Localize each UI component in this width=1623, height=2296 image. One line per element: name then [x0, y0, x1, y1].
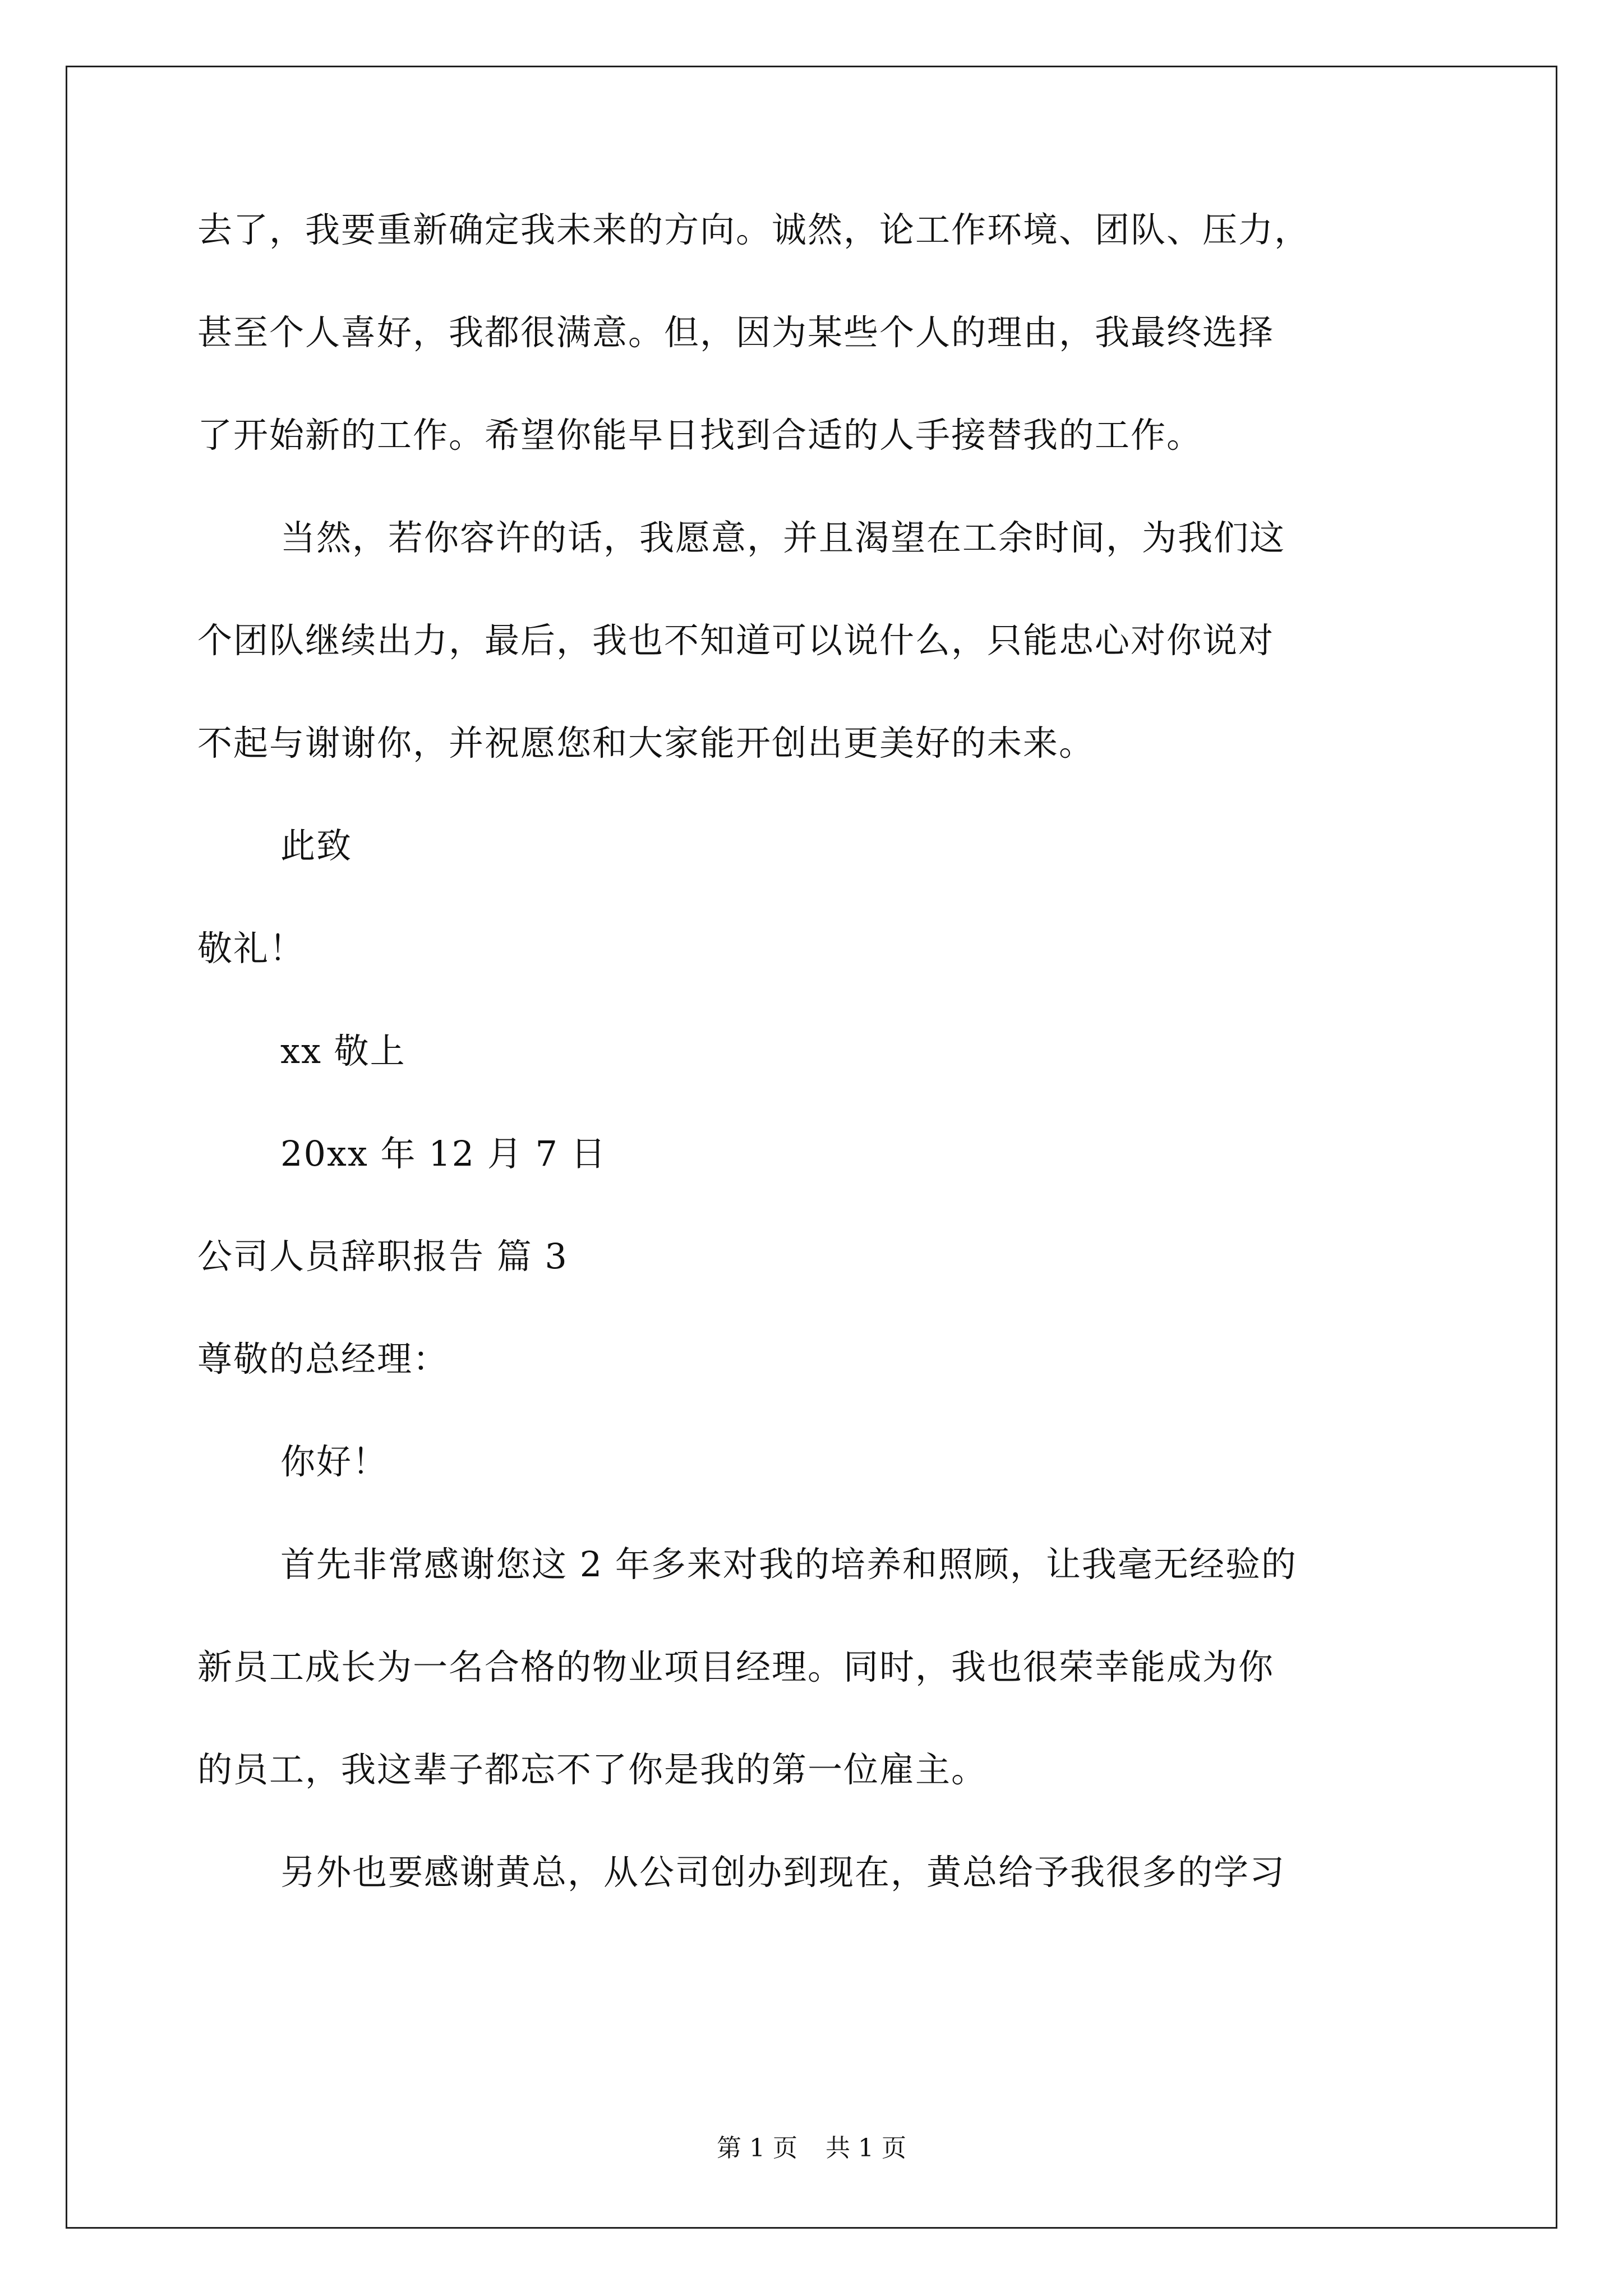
paragraph-line: 去了，我要重新确定我未来的方向。诚然，论工作环境、团队、压力，: [197, 209, 1311, 250]
paragraph-line: 不起与谢谢你，并祝愿您和大家能开创出更美好的未来。: [197, 723, 1095, 763]
section-heading: 公司人员辞职报告 篇 3: [197, 1236, 568, 1277]
paragraph-line: 了开始新的工作。希望你能早日找到合适的人手接替我的工作。: [197, 415, 1203, 455]
paragraph-line: 当然，若你容许的话，我愿意，并且渴望在工余时间，为我们这: [280, 517, 1286, 558]
paragraph-line: 另外也要感谢黄总，从公司创办到现在，黄总给予我很多的学习: [280, 1852, 1286, 1893]
paragraph-line: 新员工成长为一名合格的物业项目经理。同时，我也很荣幸能成为你: [197, 1646, 1275, 1687]
closing-salutation: 此致: [280, 825, 353, 866]
paragraph-line: 甚至个人喜好，我都很满意。但，因为某些个人的理由，我最终选择: [197, 312, 1275, 353]
paragraph-line: 的员工，我这辈子都忘不了你是我的第一位雇主。: [197, 1749, 988, 1790]
paragraph-line: 个团队继续出力，最后，我也不知道可以说什么，只能忠心对你说对: [197, 620, 1275, 661]
page-number-total: 共 1 页: [826, 2134, 906, 2162]
page-number-current: 第 1 页: [717, 2134, 797, 2162]
letter-hello: 你好！: [280, 1441, 389, 1482]
page-footer: [0, 2132, 1623, 2165]
date-line: 20xx 年 12 月 7 日: [280, 1133, 607, 1174]
closing-regards: 敬礼！: [197, 928, 306, 969]
letter-greeting: 尊敬的总经理：: [197, 1338, 449, 1379]
signature: xx 敬上: [280, 1030, 406, 1071]
paragraph-line: 首先非常感谢您这 2 年多来对我的培养和照顾，让我毫无经验的: [280, 1544, 1297, 1585]
